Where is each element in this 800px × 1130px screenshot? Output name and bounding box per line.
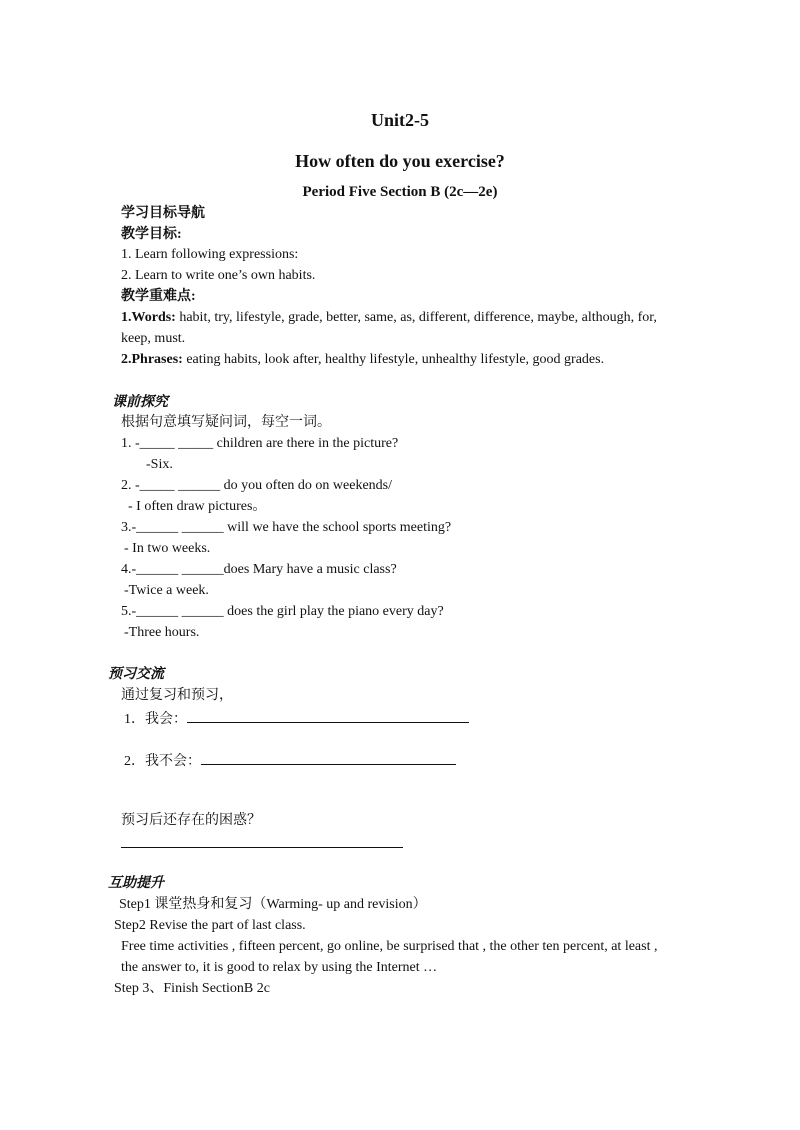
period-subtitle: Period Five Section B (2c—2e) xyxy=(302,184,498,200)
answer-4: -Twice a week. xyxy=(124,583,209,598)
preview-item-1 xyxy=(124,708,469,729)
answer-2: - I often draw pictures。 xyxy=(128,499,267,514)
review-line-2: the answer to, it is good to relax by using the Internet … xyxy=(121,960,438,975)
phrases-line xyxy=(121,351,604,369)
step-3: Step 3、Finish SectionB 2c xyxy=(114,981,270,996)
answer-5: -Three hours. xyxy=(124,625,200,640)
doubts-blank[interactable] xyxy=(121,847,403,848)
preclass-instruction: 根据句意填写疑问词，每空一词。 xyxy=(121,415,331,430)
answer-3: - In two weeks. xyxy=(124,541,211,556)
words-list: habit, try, lifestyle, grade, better, same, as, different, difference, maybe, although, for, xyxy=(175,310,657,325)
words-label: 1.Words: xyxy=(121,310,176,325)
preview-intro: 通过复习和预习， xyxy=(121,688,233,703)
mutual-heading: 互助提升 xyxy=(108,876,164,891)
question-2: 2. -_____ ______ do you often do on weekends/ xyxy=(121,478,393,493)
question-4: 4.-______ ______does Mary have a music class? xyxy=(121,562,397,577)
question-3: 3.-______ ______ will we have the school sports meeting? xyxy=(121,520,452,535)
step-1: Step1 课堂热身和复习（Warming- up and revision） xyxy=(119,897,427,912)
question-1: 1. -_____ _____ children are there in the picture? xyxy=(121,436,399,451)
answer-1: -Six. xyxy=(146,457,173,472)
preclass-heading: 课前探究 xyxy=(112,395,168,410)
objective-1: 1. Learn following expressions: xyxy=(121,247,299,262)
i-can-blank[interactable] xyxy=(187,708,469,723)
question-5: 5.-______ ______ does the girl play the piano every day? xyxy=(121,604,444,619)
objectives-heading: 教学目标: xyxy=(121,227,182,242)
words-line xyxy=(121,309,657,327)
goals-nav-heading: 学习目标导航 xyxy=(121,206,205,221)
i-cannot-blank[interactable] xyxy=(201,750,456,765)
phrases-list: eating habits, look after, healthy lifestyle, unhealthy lifestyle, good grades. xyxy=(182,352,605,367)
words-line-2: keep, must. xyxy=(121,331,186,346)
unit-title: Unit2-5 xyxy=(371,110,429,130)
i-can-label: 1．我会： xyxy=(124,712,187,727)
preview-item-2 xyxy=(124,750,456,771)
lesson-title: How often do you exercise? xyxy=(295,151,505,171)
objective-2: 2. Learn to write one’s own habits. xyxy=(121,268,316,283)
phrases-label: 2.Phrases: xyxy=(121,352,183,367)
review-line-1: Free time activities , fifteen percent, go online, be surprised that , the other ten percent, at least , xyxy=(121,939,658,954)
preview-doubts: 预习后还存在的困惑？ xyxy=(121,813,261,828)
step-2: Step2 Revise the part of last class. xyxy=(114,918,306,933)
key-points-heading: 教学重难点: xyxy=(121,289,196,304)
preview-heading: 预习交流 xyxy=(108,667,164,682)
i-cannot-label: 2．我不会： xyxy=(124,754,201,769)
